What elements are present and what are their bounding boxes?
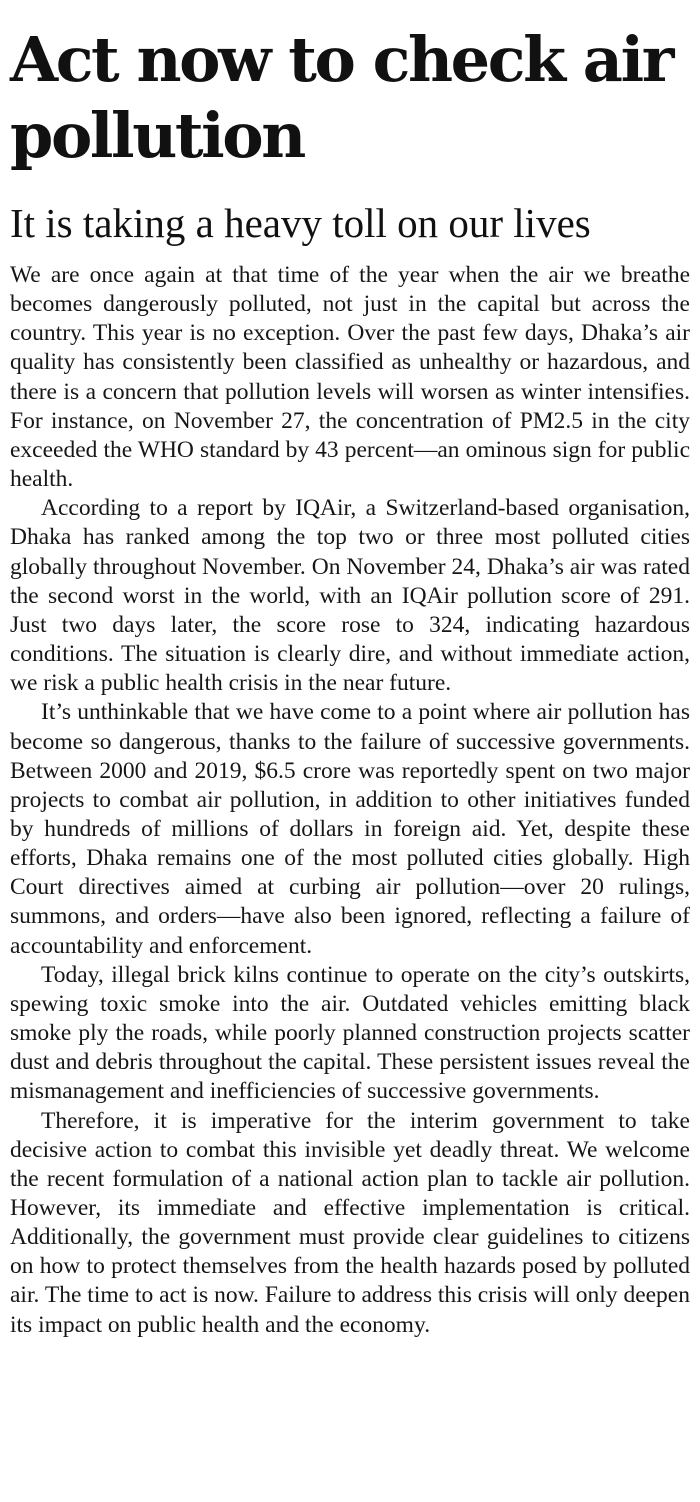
subheadline: It is taking a heavy toll on our lives [10, 200, 591, 246]
paragraph-4: Today, illegal brick kilns continue to operate on the city’s outskirts, spewing toxic smoke into the air. Outdated vehicles emitting black smoke ply the roads, while poorly planned construction projects scatter dust and debris throughout the capital. These persistent issues reveal the mismanagement and inefficiencies of successive governments. [10, 961, 690, 1105]
paragraph-1: We are once again at that time of the year when the air we breathe becomes dangerously polluted, not just in the capital but across the country. This year is no exception. Over the past few days, Dhaka’s air quality has consistently been classified as unhealthy or hazardous, and there is a concern that pollution levels will worsen as winter intensifies. For instance, on November 27, the concentration of PM2.5 in the city exceeded the WHO standard by 43 percent—an ominous sign for public health. [10, 262, 690, 493]
article-body [10, 261, 690, 1340]
headline: Act now to check air pollution [10, 23, 673, 172]
editorial-article [10, 0, 690, 1340]
paragraph-3: It’s unthinkable that we have come to a point where air pollution has become so dangerous, thanks to the failure of successive governments. Between 2000 and 2019, $6.5 crore was reportedly spent on two major projects to combat air pollution, in addition to other initiatives funded by hundreds of millions of dollars in foreign aid. Yet, despite these efforts, Dhaka remains one of the most polluted cities globally. High Court directives aimed at curbing air pollution—over 20 rulings, summons, and orders—have also been ignored, reflecting a failure of accountability and enforcement. [10, 699, 690, 959]
paragraph-5: Therefore, it is imperative for the interim government to take decisive action to combat this invisible yet deadly threat. We welcome the recent formulation of a national action plan to tackle air pollution. However, its immediate and effective implementation is critical. Additionally, the government must provide clear guidelines to citizens on how to protect themselves from the health hazards posed by polluted air. The time to act is now. Failure to address this crisis will only deepen its impact on public health and the economy. [10, 1107, 690, 1338]
paragraph-2: According to a report by IQAir, a Switzerland-based organisation, Dhaka has ranked among the top two or three most polluted cities globally throughout November. On November 24, Dhaka’s air was rated the second worst in the world, with an IQAir pollution score of 291. Just two days later, the score rose to 324, indicating hazardous conditions. The situation is clearly dire, and without immediate action, we risk a public health crisis in the near future. [10, 495, 690, 697]
